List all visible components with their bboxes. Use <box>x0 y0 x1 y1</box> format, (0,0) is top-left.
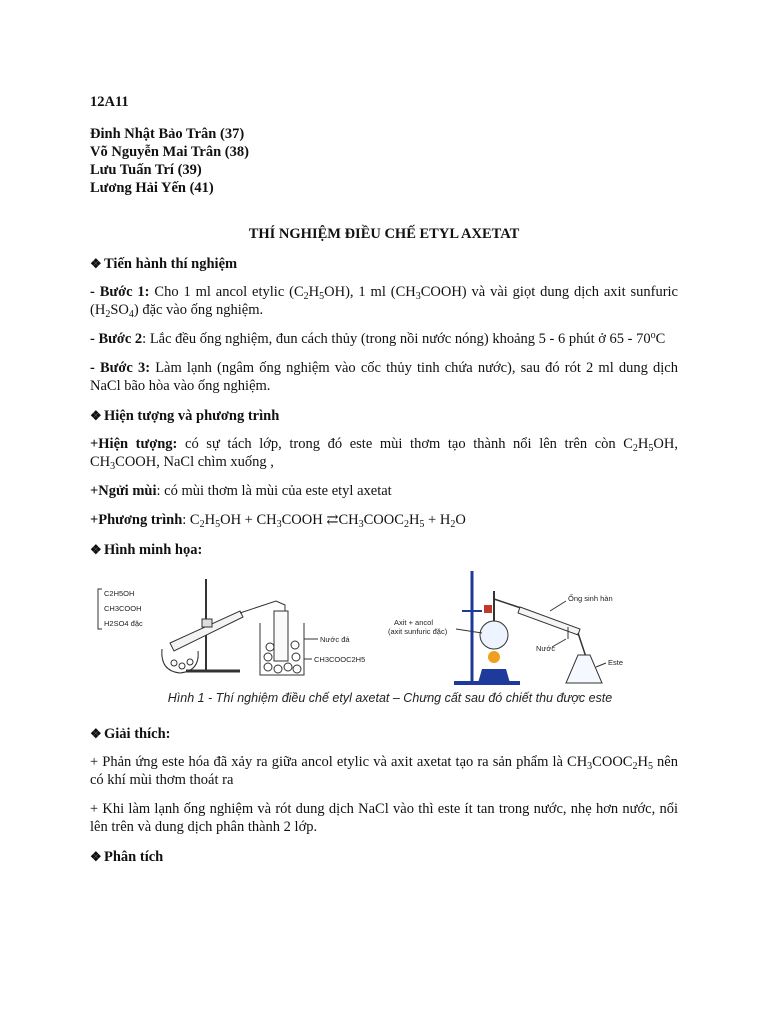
label-reagent-note: (axit sunfuric đặc) <box>388 627 448 636</box>
explanation-1: + Phản ứng este hóa đã xảy ra giữa ancol etylic và axit axetat tạo ra sản phẩm là $CH_3COOC_2H_5$ nên có khí mùi thơm thoát ra <box>90 754 678 788</box>
equation-label: +Phương trình <box>90 512 183 528</box>
right-apparatus <box>454 571 606 683</box>
step-3 <box>90 359 678 395</box>
section-heading-illustration <box>90 541 678 559</box>
step-2: - Bước 2: Lắc đều ống nghiệm, đun cách thủy (trong nồi nước nóng) khoảng 5 - 6 phút ở 65 - 70$^o$C <box>90 330 666 347</box>
section-heading-procedure <box>90 255 678 273</box>
equation: +Phương trình: $C_2H_5OH$ + $CH_3COOH$ $⇄CH_3COOC_2H_5 + H_2O$ <box>90 512 466 530</box>
label-c2h5oh: C2H5OH <box>104 589 135 598</box>
diamond-bullet-icon: ❖ <box>90 726 102 741</box>
document-title: THÍ NGHIỆM ĐIỀU CHẾ ETYL AXETAT <box>248 226 520 242</box>
member-name: Lương Hải Yến (41) <box>90 180 214 196</box>
step-label: - Bước 3: <box>90 360 151 376</box>
diamond-bullet-icon: ❖ <box>90 408 102 423</box>
section-heading-phenomena <box>90 407 678 425</box>
member-name: Lưu Tuấn Trí (39) <box>90 162 202 178</box>
section-heading-explanation <box>90 725 678 743</box>
figure-caption: Hình 1 - Thí nghiệm điều chế etyl axetat – Chưng cất sau đó chiết thu được este <box>167 691 613 705</box>
smell <box>90 482 678 500</box>
smell-text: : có mùi thơm là mùi của este etyl axetat <box>156 483 392 499</box>
label-ice-water: Nước đá <box>320 635 350 644</box>
heading-text: Giải thích: <box>104 726 171 742</box>
section-heading-analysis <box>90 848 678 866</box>
heading-text: Hình minh họa: <box>104 542 203 558</box>
diamond-bullet-icon: ❖ <box>90 256 102 271</box>
class-code: 12A11 <box>90 94 129 110</box>
step-label: - Bước 2 <box>90 331 143 347</box>
smell-label: +Ngửi mùi <box>90 483 157 499</box>
diamond-bullet-icon: ❖ <box>90 849 102 864</box>
label-reagent: Axit + ancol <box>394 618 433 627</box>
phenomenon: +Hiện tượng: có sự tách lớp, trong đó este mùi thơm tạo thành nổi lên trên còn $C_2H_5OH$, $CH_3COOH$, NaCl chìm xuống , <box>90 436 678 472</box>
heading-text: Tiến hành thí nghiệm <box>104 256 238 272</box>
label-h2so4: H2SO4 đặc <box>104 619 143 628</box>
label-ester: Este <box>608 658 624 667</box>
label-ch3cooh: CH3COOH <box>104 604 142 613</box>
diamond-bullet-icon: ❖ <box>90 542 102 557</box>
member-list <box>90 125 678 197</box>
apparatus-diagram <box>90 571 678 711</box>
label-water: Nước <box>536 644 556 653</box>
explanation-2: + Khi làm lạnh ống nghiệm và rót dung dịch NaCl vào thì este ít tan trong nước, nhẹ hơn nước, nổi lên trên và dung dịch phân thành 2 lớp. <box>90 801 678 835</box>
step-1: - Bước 1: Cho 1 ml ancol etylic $(C_2H_5OH)$, 1 ml $(CH_3COOH)$ và vài giọt dung dịch axit sunfuric $(H_2SO_4)$ đặc vào ống nghiệm. <box>90 284 678 320</box>
label-condenser: Ống sinh hàn <box>568 594 613 603</box>
phenomenon-label: +Hiện tượng: <box>90 436 178 452</box>
document-body <box>90 93 678 876</box>
step-label: - Bước 1: <box>90 284 150 300</box>
label-product: CH3COOC2H5 <box>314 655 366 664</box>
heading-text: Hiện tượng và phương trình <box>104 408 280 424</box>
step-text: Làm lạnh (ngâm ống nghiệm vào cốc thủy tinh chứa nước), sau đó rót 2 ml dung dịch NaCl bão hòa vào ống nghiệm. <box>90 360 678 394</box>
illustration-figure <box>90 571 678 711</box>
member-name: Võ Nguyễn Mai Trân (38) <box>90 144 249 160</box>
heading-text: Phân tích <box>104 849 164 865</box>
equilibrium-arrow-icon: ⇄ <box>326 512 339 528</box>
member-name: Đinh Nhật Bảo Trân (37) <box>90 126 245 142</box>
